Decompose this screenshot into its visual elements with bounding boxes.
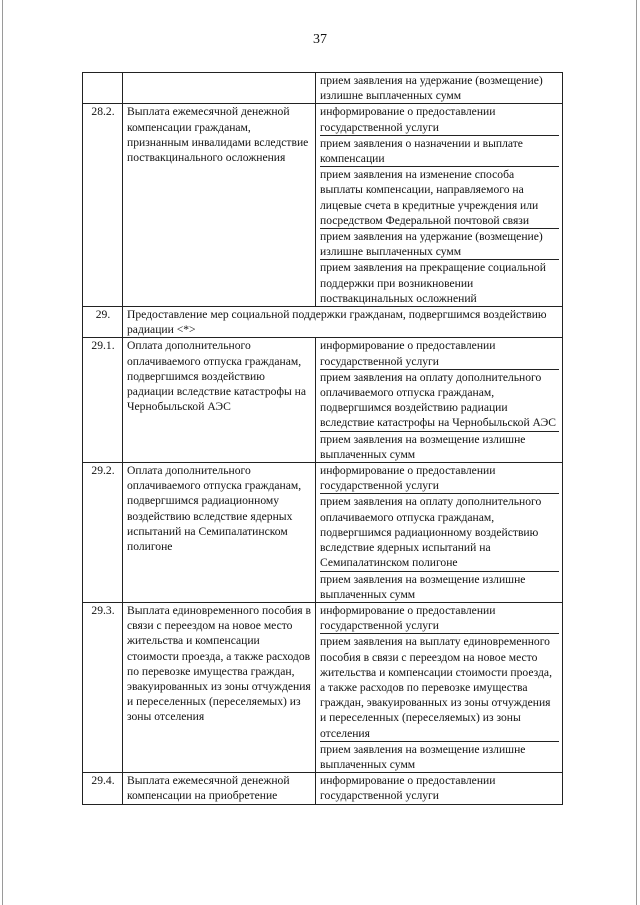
action-item: информирование о предоставлении государственной услуги: [320, 774, 496, 803]
services-table: [82, 72, 563, 805]
service-name: Оплата дополнительного оплачиваемого отпуска гражданам, подвергшимся воздействию радиации вследствие катастрофы на Чернобыльской АЭС: [123, 338, 316, 463]
table-row: [83, 104, 563, 307]
table-row: [83, 773, 563, 804]
action-item: прием заявления на возмещение излишне выплаченных сумм: [320, 571, 559, 602]
action-item: прием заявления на возмещение излишне выплаченных сумм: [320, 741, 559, 772]
scan-edge-left: [2, 0, 3, 905]
service-name: Выплата ежемесячной денежной компенсации на приобретение: [123, 773, 316, 804]
action-item: прием заявления на выплату единовременного пособия в связи с переездом на новое место жительства и компенсации стоимости проезда, а также расходов по перевозке имущества граждан, эвакуированных из зоны отчуждения и переселенных (переселяемых) из зоны отселения: [320, 633, 559, 740]
table-row: [83, 463, 563, 603]
row-number: 29.1.: [83, 338, 123, 463]
service-name: Выплата единовременного пособия в связи с переездом на новое место жительства и компенсации стоимости проезда, а также расходов по перевозке имущества граждан, эвакуированных из зоны отчуждения и переселенных (переселяемых) из зоны отселения: [123, 602, 316, 772]
service-actions: [316, 73, 563, 104]
row-number: 29.4.: [83, 773, 123, 804]
table-row-section: [83, 307, 563, 338]
service-name: [123, 73, 316, 104]
service-name: Выплата ежемесячной денежной компенсации гражданам, признанным инвалидами вследствие поствакцинального осложнения: [123, 104, 316, 307]
service-actions: [316, 104, 563, 307]
action-item: прием заявления на удержание (возмещение) излишне выплаченных сумм: [320, 74, 543, 103]
service-name: Оплата дополнительного оплачиваемого отпуска гражданам, подвергшимся радиационному воздействию вследствие ядерных испытаний на Семипалатинском полигоне: [123, 463, 316, 603]
service-actions: [316, 338, 563, 463]
action-item: прием заявления о назначении и выплате компенсации: [320, 135, 559, 166]
action-item: прием заявления на оплату дополнительного оплачиваемого отпуска гражданам, подвергшимся радиационному воздействию вследствие ядерных испытаний на Семипалатинском полигоне: [320, 493, 559, 570]
table-row: [83, 338, 563, 463]
table-row: [83, 602, 563, 772]
page-number: 37: [313, 32, 327, 47]
service-actions: [316, 602, 563, 772]
action-item: прием заявления на возмещение излишне выплаченных сумм: [320, 431, 559, 462]
service-actions: [316, 773, 563, 804]
action-item: информирование о предоставлении государственной услуги: [320, 105, 496, 134]
scan-edge-right: [636, 0, 637, 905]
action-item: информирование о предоставлении государственной услуги: [320, 464, 496, 493]
section-title: Предоставление мер социальной поддержки гражданам, подвергшимся воздействию радиации <*>: [123, 307, 563, 338]
action-item: прием заявления на прекращение социальной поддержки при возникновении поствакцинальных осложнений: [320, 259, 559, 306]
row-number: [83, 73, 123, 104]
action-item: прием заявления на удержание (возмещение) излишне выплаченных сумм: [320, 228, 559, 259]
row-number: 29.2.: [83, 463, 123, 603]
action-item: информирование о предоставлении государственной услуги: [320, 603, 496, 633]
action-item: прием заявления на оплату дополнительного оплачиваемого отпуска гражданам, подвергшимся воздействию радиации вследствие катастрофы на Чернобыльской АЭС: [320, 369, 559, 431]
row-number: 29.: [83, 307, 123, 338]
action-item: информирование о предоставлении государственной услуги: [320, 339, 496, 368]
row-number: 29.3.: [83, 602, 123, 772]
service-actions: [316, 463, 563, 603]
action-item: прием заявления на изменение способа выплаты компенсации, направляемого на лицевые счета в кредитные учреждения или посредством Федеральной почтовой связи: [320, 166, 559, 228]
table-row: [83, 73, 563, 104]
row-number: 28.2.: [83, 104, 123, 307]
